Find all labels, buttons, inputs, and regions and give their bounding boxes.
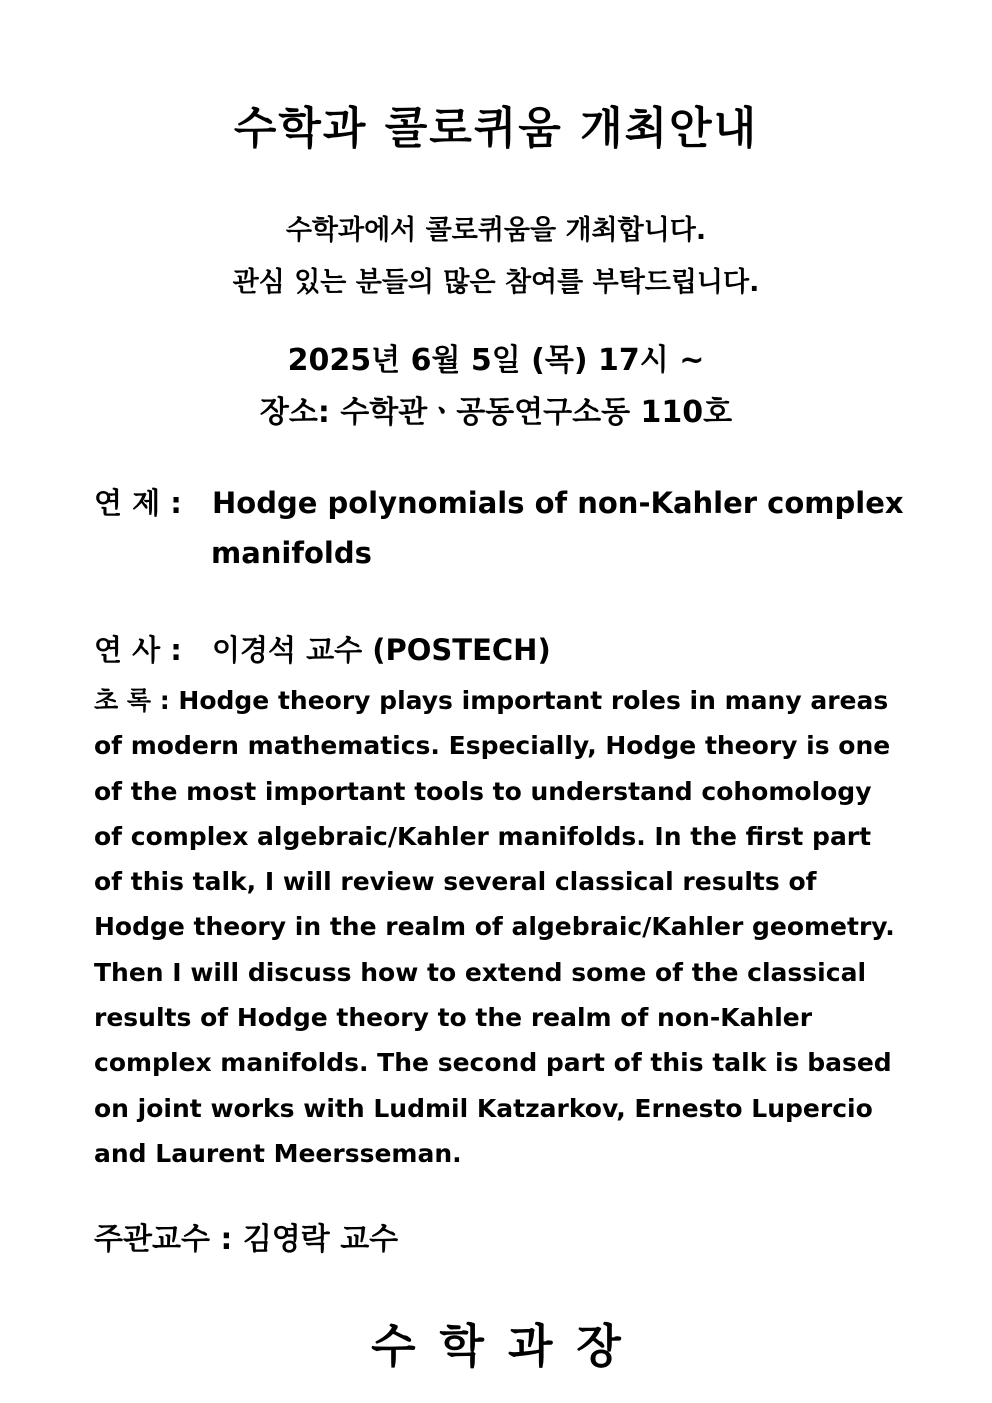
abstract-label: 초 록 : [94,686,179,715]
abstract-text: Hodge theory plays important roles in many areas of modern mathematics. Especially, Hodge theory is one of the most important tools to understand cohomology of complex algebraic/Kahler manifolds. In the first part of this talk, I will review several classical results of Hodge theory in the realm of algebraic/Kahler geometry. Then I will discuss how to extend some of the classical results of Hodge theory to the realm of non-Kahler complex manifolds. The second part of this talk is based on joint works with Ludmil Katzarkov, Ernesto Lupercio and Laurent Meersseman. [94,686,895,1168]
talk-topic [94,478,904,578]
talk-speaker [94,628,551,672]
page-title: 수학과 콜로퀴움 개최안내 [233,103,759,154]
topic-title-line-2: manifolds [211,536,372,570]
event-place: 장소: 수학관ㆍ공동연구소동 110호 [259,395,733,430]
intro-line-2: 관심 있는 분들의 많은 참여를 부탁드립니다. [232,267,760,298]
host-name: 김영락 교수 [242,1222,399,1257]
event-schedule [0,335,992,439]
speaker-name: 이경석 교수 (POSTECH) [212,633,551,667]
speaker-label: 연 사 : [94,633,182,667]
topic-title-line-1: Hodge polynomials of non-Kahler complex [212,486,904,520]
intro-line-1: 수학과에서 콜로퀴움을 개최합니다. [285,215,707,246]
signature: 수학과장 [371,1319,645,1373]
intro-text [0,205,992,309]
talk-abstract [94,678,904,1176]
topic-label: 연 제 : [94,486,182,520]
host-label: 주관교수 : [94,1222,243,1257]
host-professor [94,1218,398,1262]
event-datetime: 2025년 6월 5일 (목) 17시 ~ [287,343,705,378]
